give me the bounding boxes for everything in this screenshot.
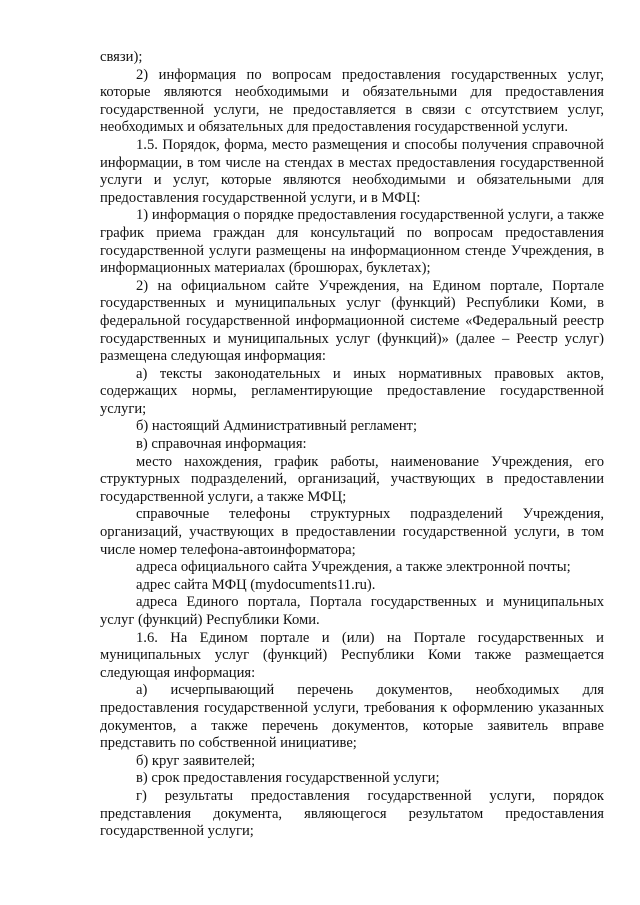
document-body [100, 49, 604, 841]
paragraph-item-g-results: г) результаты предоставления государственной услуги, порядок представления документа, являющегося результатом предоставления государственной услуги; [100, 787, 604, 840]
paragraph-svyazi: связи); [100, 49, 143, 65]
paragraph-phones: справочные телефоны структурных подразделений Учреждения, организаций, участвующих в предоставлении государственной услуги, в том числе номер телефона-автоинформатора; [100, 506, 604, 558]
paragraph-item-b-regulation: б) настоящий Административный регламент; [136, 418, 418, 435]
paragraph-item-a-documents: а) исчерпывающий перечень документов, необходимых для предоставления государственной услуги, требования к оформлению указанных документов, а также перечень документов, которые заявитель вправе представить по собственной инициативе; [100, 682, 604, 752]
paragraph-item-2-site: 2) на официальном сайте Учреждения, на Едином портале, Портале государственных и муниципальных услуг (функций) Республики Коми, в федеральной государственной информационной системе «Федеральный реестр государственных и муниципальных услуг (функций)» (далее – Реестр услуг) размещена следующая информация: [100, 277, 604, 365]
paragraph-item-v-term: в) срок предоставления государственной услуги; [136, 770, 440, 787]
paragraph-section-1-5: 1.5. Порядок, форма, место размещения и способы получения справочной информации, в том числе на стендах в местах предоставления государственной услуги и услуг, которые являются необходимыми и обязательными для предоставления государственной услуги, и в МФЦ: [100, 136, 604, 206]
paragraph-mfc-site: адрес сайта МФЦ (mydocuments11.ru). [136, 576, 376, 593]
paragraph-item-a-acts: а) тексты законодательных и иных нормативных правовых актов, содержащих нормы, регламентирующие предоставление государственной услуги; [100, 365, 604, 417]
paragraph-item-2-info: 2) информация по вопросам предоставления государственных услуг, которые являются необходимыми и обязательными для предоставления государственной услуги, не предоставляется в связи с отсутствием услуг, необходимых и обязательных для предоставления государственной услуги. [100, 66, 604, 136]
paragraph-section-1-6: 1.6. На Едином портале и (или) на Портале государственных и муниципальных услуг (функций) Республики Коми также размещается следующая информация: [100, 629, 604, 681]
paragraph-item-v-reference: в) справочная информация: [136, 436, 307, 453]
paragraph-portal-addresses: адреса Единого портала, Портала государственных и муниципальных услуг (функций) Республики Коми. [100, 594, 604, 628]
paragraph-site-email: адреса официального сайта Учреждения, а также электронной почты; [136, 559, 571, 576]
paragraph-item-b-applicants: б) круг заявителей; [136, 752, 256, 769]
paragraph-item-1-stend: 1) информация о порядке предоставления государственной услуги, а также график приема граждан для консультаций по вопросам предоставления государственной услуги размещены на информационном стенде Учреждения, в информационных материалах (брошюрах, буклетах); [100, 207, 604, 277]
paragraph-location: место нахождения, график работы, наименование Учреждения, его структурных подразделений, организаций, участвующих в предоставлении государственной услуги, а также МФЦ; [100, 453, 604, 505]
